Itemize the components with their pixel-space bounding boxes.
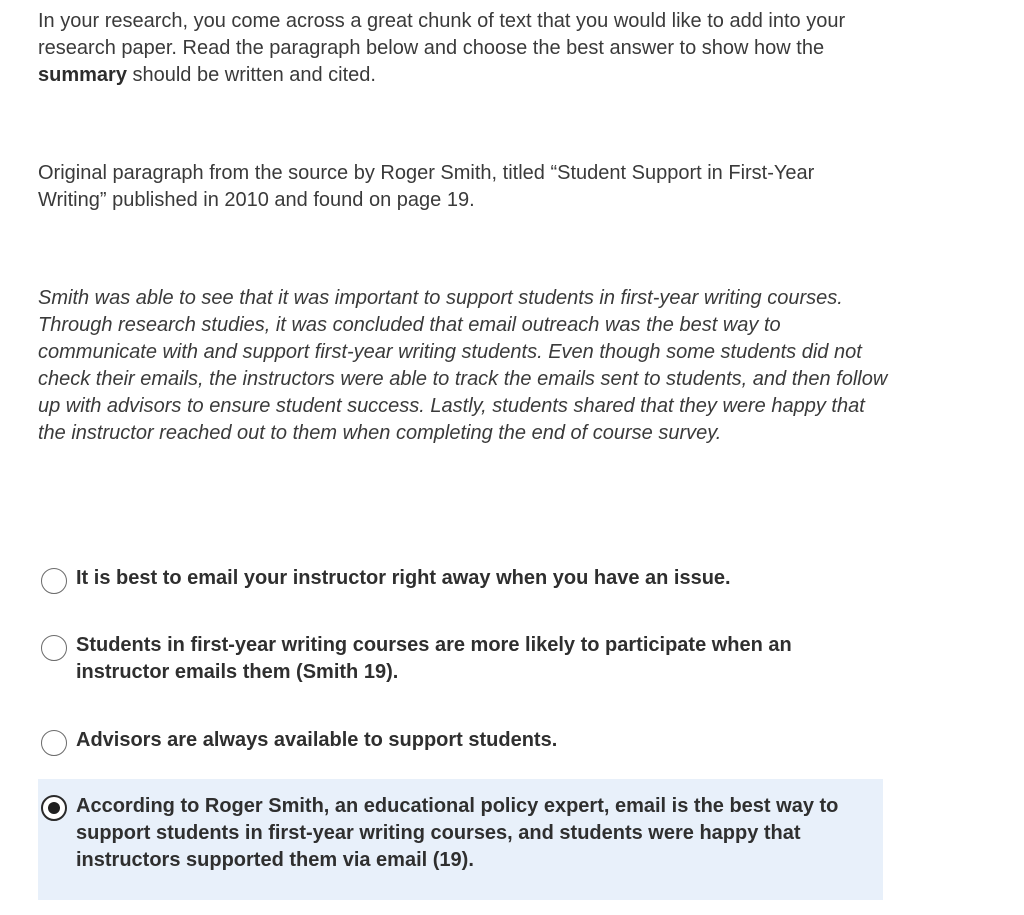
answer-option-label: Students in first-year writing courses are more likely to participate when an instructor emails them (Smith 19). [76,634,792,683]
prompt-end: should be written and cited. [126,64,376,86]
prompt-intro: In your research, you come across a great chunk of text that you would like to add into your research paper. Read the paragraph below and choose the best answer to show how the [38,10,846,59]
prompt-text [38,8,888,89]
source-text: Original paragraph from the source by Roger Smith, titled “Student Support in First-Year Writing” published in 2010 and found on page 19. [38,162,815,211]
radio-button-icon[interactable] [41,568,67,594]
answer-option-1[interactable] [38,562,883,595]
prompt-bold-term: summary [38,64,127,86]
radio-button-icon[interactable] [41,730,67,756]
radio-button-icon[interactable] [41,635,67,661]
answer-option-label: Advisors are always available to support students. [76,729,558,751]
source-passage [38,285,888,447]
passage-text: Smith was able to see that it was important to support students in first-year writing courses. Through research studies, it was concluded that email outreach was the best way to communicate with and support first-year writing students. Even though some students did not check their emails, the instructors were able to track the emails sent to students, and then follow up with advisors to ensure student success. Lastly, students shared that they were happy that the instructor reached out to them when completing the end of course survey. [38,287,888,444]
answer-option-3[interactable] [38,724,883,757]
answer-option-label: It is best to email your instructor right away when you have an issue. [76,567,731,589]
source-description [38,160,888,214]
answer-option-4[interactable] [38,779,883,900]
question-prompt [38,8,888,89]
answer-option-2[interactable] [38,629,883,689]
answer-option-label: According to Roger Smith, an educational policy expert, email is the best way to support students in first-year writing courses, and students were happy that instructors supported them via email (19). [76,795,839,871]
radio-button-selected-icon[interactable] [41,795,67,821]
